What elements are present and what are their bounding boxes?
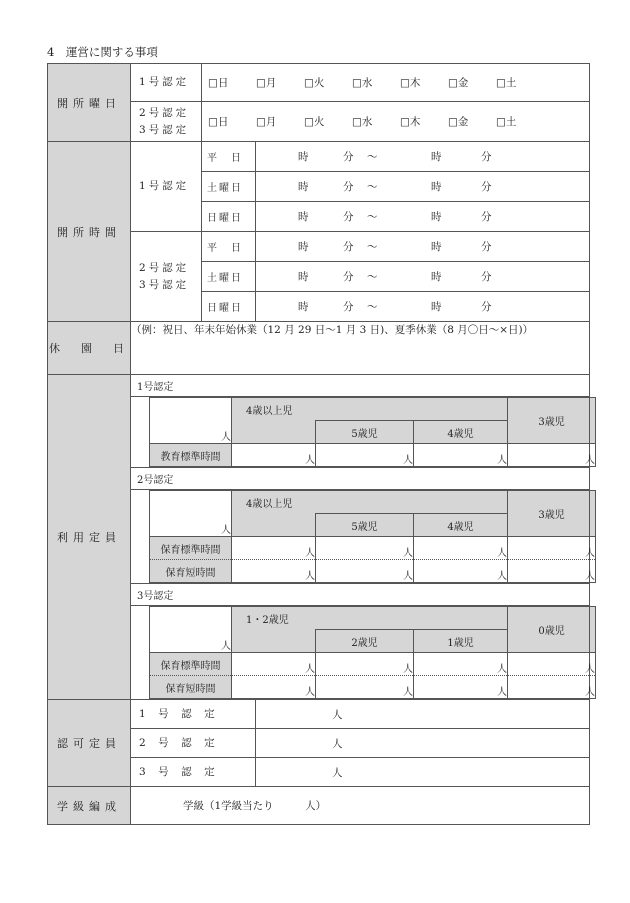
hours-time-range[interactable] xyxy=(256,202,590,232)
weekday-checkbox[interactable]: □火 xyxy=(304,116,325,128)
age-sub-header: 4歳児 xyxy=(414,421,508,444)
header-unit: 人 xyxy=(150,607,232,653)
hours-day-label: 土曜日 xyxy=(202,172,256,202)
capacity-value-cell[interactable]: 人 xyxy=(316,676,414,699)
age-sub-header: 2歳児 xyxy=(316,630,414,653)
hours-day-label: 平 日 xyxy=(202,232,256,262)
cert-text: 3号認定 xyxy=(139,278,190,291)
capacity-value-cell[interactable]: 人 xyxy=(232,676,316,699)
capacity-value-cell[interactable]: 人 xyxy=(414,444,508,467)
approved-label: 認可定員 xyxy=(48,700,131,787)
approved-row-label: 2 号 認 定 xyxy=(131,729,256,758)
hours-cert-label xyxy=(131,232,202,322)
hours-time-range[interactable] xyxy=(256,142,590,172)
age-last-header: 3歳児 xyxy=(508,491,596,537)
hours-day-label: 日曜日 xyxy=(202,202,256,232)
header-unit: 人 xyxy=(150,491,232,537)
time-unit: ～ xyxy=(367,271,378,283)
time-unit: 分 xyxy=(481,271,492,283)
time-unit: 時 xyxy=(431,211,442,223)
weekday-checkbox[interactable]: □金 xyxy=(448,77,469,89)
time-unit: 分 xyxy=(343,211,354,223)
approved-row-label: 3 号 認 定 xyxy=(131,758,256,787)
approved-row-label: 1 号 認 定 xyxy=(131,700,256,729)
capacity-value-cell[interactable]: 人 xyxy=(508,653,596,676)
header-unit: 人 xyxy=(150,398,232,444)
capacity-grid xyxy=(149,606,596,699)
time-unit: 時 xyxy=(298,151,309,163)
time-unit: 分 xyxy=(481,241,492,253)
weekday-checkbox[interactable]: □日 xyxy=(208,77,229,89)
hours-time-range[interactable] xyxy=(256,172,590,202)
weekday-checkbox[interactable]: □火 xyxy=(304,77,325,89)
capacity-row-label: 保育短時間 xyxy=(150,560,232,583)
time-unit: ～ xyxy=(367,151,378,163)
capacity-area xyxy=(131,375,596,700)
time-unit: 時 xyxy=(298,211,309,223)
hours-time-range[interactable] xyxy=(256,262,590,292)
weekday-checkbox[interactable]: □水 xyxy=(352,116,373,128)
hours-day-label: 土曜日 xyxy=(202,262,256,292)
weekday-checkbox[interactable]: □日 xyxy=(208,116,229,128)
operations-table xyxy=(47,63,596,825)
class-label: 学級編成 xyxy=(48,787,131,825)
weekday-checkbox[interactable]: □土 xyxy=(496,77,517,89)
capacity-value-cell[interactable]: 人 xyxy=(316,653,414,676)
capacity-value-cell[interactable]: 人 xyxy=(414,676,508,699)
approved-value-cell[interactable]: 人 xyxy=(256,729,590,758)
cert-3-text: 3号認定 xyxy=(139,123,190,136)
time-unit: ～ xyxy=(367,301,378,313)
weekday-checkbox[interactable]: □月 xyxy=(256,116,277,128)
age-sub-header: 5歳児 xyxy=(316,421,414,444)
time-unit: 分 xyxy=(481,301,492,313)
time-unit: 分 xyxy=(343,151,354,163)
capacity-value-cell[interactable]: 人 xyxy=(316,537,414,560)
capacity-section-title: 1号認定 xyxy=(131,375,589,397)
capacity-section-title: 2号認定 xyxy=(131,467,589,490)
time-unit: 時 xyxy=(431,241,442,253)
time-unit: 時 xyxy=(298,241,309,253)
cert-1-label: 1号認定 xyxy=(131,64,202,102)
capacity-value-cell[interactable]: 人 xyxy=(508,560,596,583)
age-group-header: 4歳以上児 xyxy=(232,491,508,514)
capacity-section-title: 3号認定 xyxy=(131,583,589,606)
time-unit: 時 xyxy=(298,181,309,193)
age-last-header: 0歳児 xyxy=(508,607,596,653)
time-unit: 時 xyxy=(431,181,442,193)
time-unit: 時 xyxy=(431,301,442,313)
hours-time-range[interactable] xyxy=(256,292,590,322)
time-unit: 分 xyxy=(343,271,354,283)
days-row-2 xyxy=(202,102,590,142)
time-unit: 時 xyxy=(431,151,442,163)
capacity-grid xyxy=(149,397,596,467)
time-unit: 分 xyxy=(481,151,492,163)
approved-value-cell[interactable]: 人 xyxy=(256,700,590,729)
hours-time-range[interactable] xyxy=(256,232,590,262)
capacity-value-cell[interactable]: 人 xyxy=(232,653,316,676)
age-sub-header: 1歳児 xyxy=(414,630,508,653)
holiday-example[interactable]: （例：祝日、年末年始休業（12 月 29 日～1 月 3 日)、夏季休業（8 月〇日～×日)） xyxy=(131,322,590,375)
cert-2-text: 2号認定 xyxy=(139,106,190,119)
capacity-value-cell[interactable]: 人 xyxy=(414,653,508,676)
capacity-value-cell[interactable]: 人 xyxy=(414,537,508,560)
capacity-row-label: 保育標準時間 xyxy=(150,653,232,676)
time-unit: ～ xyxy=(367,181,378,193)
age-group-header: 1・2歳児 xyxy=(232,607,508,630)
cert-text: 1号認定 xyxy=(139,180,190,192)
page-title: 4 運営に関する事項 xyxy=(47,45,158,59)
hours-cert-label xyxy=(131,142,202,232)
capacity-value-cell[interactable]: 人 xyxy=(508,676,596,699)
time-unit: ～ xyxy=(367,241,378,253)
weekday-checkbox[interactable]: □木 xyxy=(400,116,421,128)
weekday-checkbox[interactable]: □月 xyxy=(256,77,277,89)
capacity-value-cell[interactable]: 人 xyxy=(414,560,508,583)
time-unit: ～ xyxy=(367,211,378,223)
capacity-value-cell[interactable]: 人 xyxy=(316,444,414,467)
capacity-value-cell[interactable]: 人 xyxy=(508,537,596,560)
opening-hours-label: 開所時間 xyxy=(48,142,131,322)
capacity-value-cell[interactable]: 人 xyxy=(232,560,316,583)
age-last-header: 3歳児 xyxy=(508,398,596,444)
capacity-value-cell[interactable]: 人 xyxy=(232,537,316,560)
time-unit: 時 xyxy=(298,271,309,283)
age-group-header: 4歳以上児 xyxy=(232,398,508,421)
capacity-value-cell[interactable]: 人 xyxy=(508,444,596,467)
capacity-value-cell[interactable]: 人 xyxy=(316,560,414,583)
weekday-checkbox[interactable]: □水 xyxy=(352,77,373,89)
cert-23-label xyxy=(131,102,202,142)
time-unit: 分 xyxy=(481,181,492,193)
opening-days-label: 開所曜日 xyxy=(48,64,131,142)
approved-value-cell[interactable]: 人 xyxy=(256,758,590,787)
capacity-row-label: 保育標準時間 xyxy=(150,537,232,560)
hours-day-label: 平 日 xyxy=(202,142,256,172)
days-row-1 xyxy=(202,64,590,102)
capacity-row-label: 保育短時間 xyxy=(150,676,232,699)
time-unit: 分 xyxy=(481,211,492,223)
weekday-checkbox[interactable]: □金 xyxy=(448,116,469,128)
holiday-label: 休 園 日 xyxy=(48,322,131,375)
time-unit: 時 xyxy=(431,271,442,283)
age-sub-header: 5歳児 xyxy=(316,514,414,537)
time-unit: 時 xyxy=(298,301,309,313)
age-sub-header: 4歳児 xyxy=(414,514,508,537)
time-unit: 分 xyxy=(343,241,354,253)
weekday-checkbox[interactable]: □土 xyxy=(496,116,517,128)
capacity-grid xyxy=(149,490,596,583)
class-text[interactable]: 学級（1学級当たり 人） xyxy=(131,787,590,825)
weekday-checkbox[interactable]: □木 xyxy=(400,77,421,89)
hours-day-label: 日曜日 xyxy=(202,292,256,322)
capacity-value-cell[interactable]: 人 xyxy=(232,444,316,467)
capacity-label: 利用定員 xyxy=(48,375,131,700)
capacity-row-label: 教育標準時間 xyxy=(150,444,232,467)
cert-text: 2号認定 xyxy=(139,261,190,274)
time-unit: 分 xyxy=(343,181,354,193)
time-unit: 分 xyxy=(343,301,354,313)
